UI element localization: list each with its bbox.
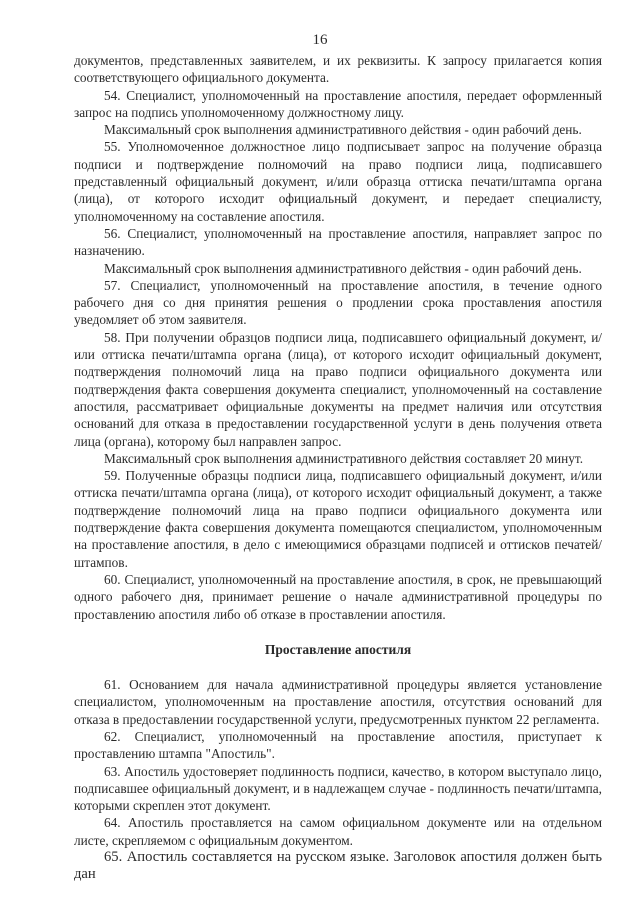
paragraph-59: 59. Полученные образцы подписи лица, подписавшего официальный документ, и/или оттиска печати/штампа органа (лица), от которого исходит официальный документ, а также подтверждение полномочий лица на право подписи официального документа или подтверждение факта совершения документа помещаются специалистом, уполномоченным на проставление апостиля, в дело с имеющимися образцами подписей и оттисков печатей/штампов. (74, 468, 602, 570)
paragraph-62: 62. Специалист, уполномоченный на проставление апостиля, приступает к проставлению штампа "Апостиль". (74, 728, 602, 762)
paragraph-63: 63. Апостиль удостоверяет подлинность подписи, качество, в котором выступало лицо, подписавшее официальный документ, и в надлежащем случае - подлинность печати/штампа, которыми скреплен этот документ. (74, 763, 602, 814)
document-body (74, 52, 602, 884)
paragraph-continuation: документов, представленных заявителем, и их реквизиты. К запросу прилагается копия соответствующего официального документа. (74, 53, 602, 86)
paragraph-56: 56. Специалист, уполномоченный на проставление апостиля, направляет запрос по назначению. (74, 225, 602, 259)
paragraph-time-limit: Максимальный срок выполнения административного действия составляет 20 минут. (104, 450, 584, 466)
page-number: 16 (312, 32, 328, 48)
paragraph-time-limit: Максимальный срок выполнения административного действия - один рабочий день. (104, 260, 582, 276)
paragraph-64: 64. Апостиль проставляется на самом официальном документе или на отдельном листе, скрепляемом с официальным документом. (74, 815, 602, 848)
paragraph-55: 55. Уполномоченное должностное лицо подписывает запрос на получение образца подписи и подтверждение полномочий на право подписи лица, подписавшего представленный официальный документ, и/или образца оттиска печати/штампа органа (лица), от которого исходит официальный документ, и передает специалисту, уполномоченному на составление апостиля. (74, 139, 602, 224)
paragraph-57: 57. Специалист, уполномоченный на проставление апостиля, в течение одного рабочего дня со дня принятия решения о продлении срока проставления апостиля уведомляет об этом заявителя. (74, 277, 602, 328)
paragraph-61: 61. Основанием для начала административной процедуры является установление специалистом, уполномоченным на проставление апостиля, отсутствия оснований для отказа в предоставлении государственной услуги, предусмотренных пунктом 22 регламента. (74, 677, 602, 727)
paragraph-54: 54. Специалист, уполномоченный на проставление апостиля, передает оформленный запрос на подпись уполномоченному должностному лицу. (74, 87, 602, 120)
paragraph-60: 60. Специалист, уполномоченный на проставление апостиля, в срок, не превышающий одного рабочего дня, принимает решение о начале административной процедуры по проставлению апостиля либо об отказе в проставлении апостиля. (74, 571, 602, 622)
section-heading: Проставление апостиля (264, 641, 412, 657)
paragraph-time-limit: Максимальный срок выполнения административного действия - один рабочий день. (104, 122, 582, 138)
paragraph-65: 65. Апостиль составляется на русском языке. Заголовок апостиля должен быть дан (74, 849, 602, 883)
paragraph-58: 58. При получении образцов подписи лица, подписавшего официальный документ, и/или оттиска печати/штампа органа (лица), от которого исходит официальный документ, подтверждения полномочий лица на право подписи официального документа или подтверждения факта совершения документа специалист, уполномоченный на составление апостиля, рассматривает официальные документы на предмет наличия или отсутствия оснований для отказа в предоставлении государственной услуги в день получения ответа лица (органа), которому был направлен запрос. (74, 329, 602, 449)
